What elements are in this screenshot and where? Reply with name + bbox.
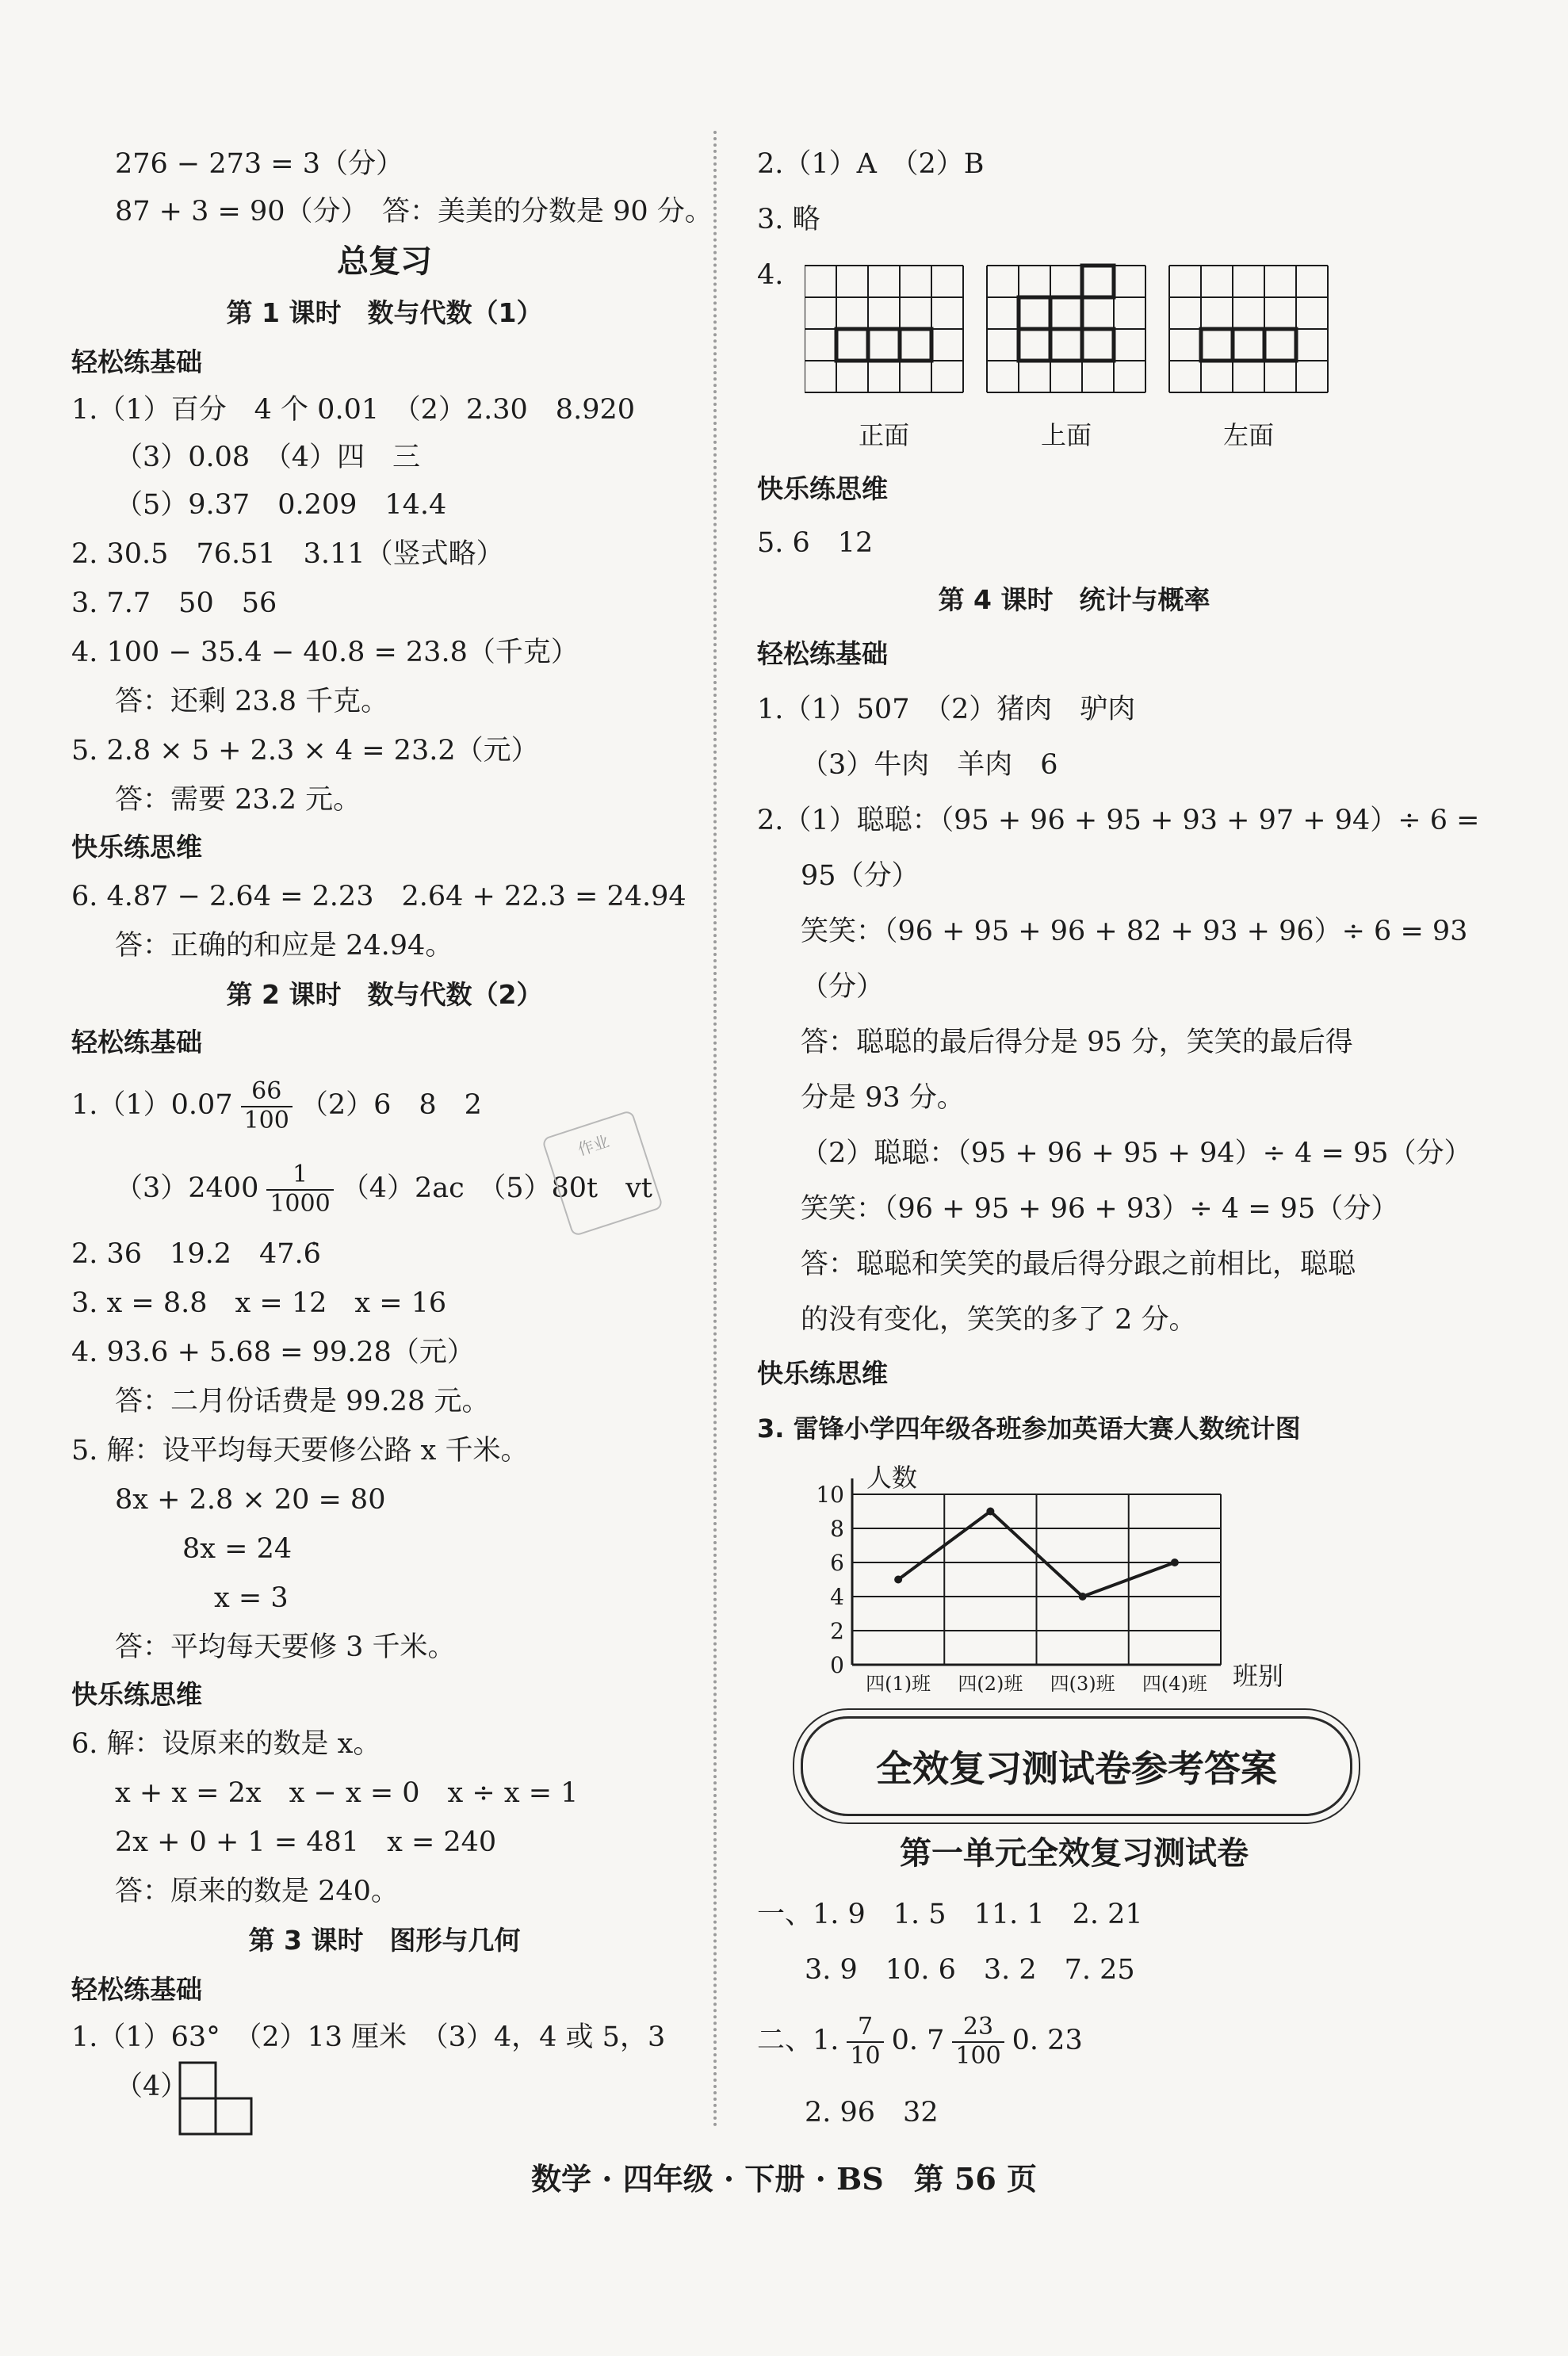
three-views-figure [805,258,1360,456]
fraction [952,2014,1004,2070]
answer-line: 答：二月份话费是 99.28 元。 [115,1386,490,1417]
answer-line: 答：聪聪和笑笑的最后得分跟之前相比，聪聪 [801,1249,1356,1280]
answer-line: 3. 略 [757,204,820,235]
text-line: 276 − 273 = 3（分） [115,148,404,180]
shape-figure [178,2061,258,2140]
subsection-heading: 快乐练思维 [757,1358,888,1389]
homework-stamp: 作业 [541,1110,664,1237]
x-tick-label: 四(4)班 [1142,1673,1207,1692]
view-shape-cell [1019,297,1050,329]
answer-line: （5）9.37 0.209 14.4 [115,489,447,521]
answer-line: （3）牛肉 羊肉 6 [801,749,1058,781]
numerator: 23 [952,2014,1004,2043]
answer-line: 1.（1）507 （2）猪肉 驴肉 [757,694,1136,725]
lesson-heading: 第 3 课时 图形与几何 [248,1925,521,1956]
answer-line: 笑笑：（96 + 95 + 96 + 82 + 93 + 96）÷ 6 = 93 [801,916,1468,947]
answer-line: 8x + 2.8 × 20 = 80 [115,1484,386,1516]
line-chart [789,1463,1296,1692]
chart-title: 3. 雷锋小学四年级各班参加英语大赛人数统计图 [757,1413,1301,1444]
view-shape-cell [1019,329,1050,361]
answer-line: 4. 100 − 35.4 − 40.8 = 23.8（千克） [71,637,579,668]
data-point [1171,1559,1179,1566]
answer-line: 答：还剩 23.8 千克。 [115,686,389,717]
fraction [241,1078,293,1134]
answer-line: 6. 解：设原来的数是 x。 [71,1728,381,1760]
answer-line: 2. 30.5 76.51 3.11（竖式略） [71,538,504,570]
answer-line: 2x + 0 + 1 = 481 x = 240 [115,1826,497,1858]
numerator: 7 [847,2014,883,2043]
denominator: 100 [243,1106,289,1134]
view-shape-cell [1082,266,1114,297]
answer-line: 答：平均每天要修 3 千米。 [115,1631,456,1663]
answer-line: 4. 93.6 + 5.68 = 99.28（元） [71,1337,475,1368]
subsection-heading: 轻松练基础 [71,1027,202,1058]
view-shape-cell [1050,329,1082,361]
x-tick-label: 四(2)班 [958,1673,1023,1692]
lesson-heading: 第 1 课时 数与代数（1） [226,297,543,328]
answer-line-fraction [757,2014,1083,2070]
answer-line: 答：聪聪的最后得分是 95 分，笑笑的最后得 [801,1027,1353,1058]
answer-line: （3）0.08 （4）四 三 [115,442,420,473]
text: 0. 7 [891,2025,945,2056]
answer-line: （分） [801,971,885,1003]
y-tick-label: 2 [830,1618,844,1644]
answer-line: 答：正确的和应是 24.94。 [115,930,453,962]
view-label-front: 正面 [858,420,910,450]
answer-line: 2. 96 32 [805,2097,939,2128]
numerator: 1 [266,1161,333,1191]
answer-line: 5. 6 12 [757,527,874,559]
x-tick-label: 四(1)班 [866,1673,931,1692]
banner-title: 全效复习测试卷参考答案 [876,1747,1277,1790]
x-tick-label: 四(3)班 [1050,1673,1115,1692]
subsection-heading: 快乐练思维 [71,1679,202,1710]
answer-line: 的没有变化，笑笑的多了 2 分。 [801,1304,1197,1336]
section-title: 总复习 [337,243,432,280]
answer-line: 2.（1）聪聪：（95 + 96 + 95 + 93 + 97 + 94）÷ 6 = [757,805,1480,836]
answer-line: 1.（1）百分 4 个 0.01 （2）2.30 8.920 [71,394,636,426]
y-tick-label: 6 [830,1550,844,1576]
view-shape-cell [1082,329,1114,361]
text: （3）2400 [115,1172,259,1204]
subsection-heading: 快乐练思维 [757,473,888,504]
answer-line: 2. 36 19.2 47.6̇ [71,1238,321,1270]
denominator: 100 [955,2041,1001,2070]
view-shape-cell [1233,329,1264,361]
answer-line: 5. 2.8 × 5 + 2.3 × 4 = 23.2（元） [71,735,539,767]
answer-line: x = 3 [214,1582,289,1614]
data-point [986,1508,994,1516]
data-point [894,1576,902,1584]
view-shape-cell [868,329,900,361]
text: （2）6 8 2 [300,1089,482,1121]
answer-line: 答：原来的数是 240。 [115,1876,399,1907]
lesson-heading: 第 4 课时 统计与概率 [938,584,1210,615]
answer-line: 6. 4.87 − 2.64 = 2.23 2.64 + 22.3 = 24.94 [71,881,686,912]
data-point [1079,1593,1087,1601]
y-tick-label: 4 [830,1584,844,1610]
text: 0. 23 [1012,2025,1083,2056]
answer-line: 答：需要 23.2 元。 [115,784,361,816]
lesson-heading: 第 2 课时 数与代数（2） [226,979,543,1010]
answer-line: x + x = 2x x − x = 0 x ÷ x = 1 [115,1777,579,1809]
answer-line: 笑笑：（96 + 95 + 96 + 93）÷ 4 = 95（分） [801,1193,1399,1225]
numerator: 66 [241,1078,293,1107]
answer-line: 95（分） [801,860,920,892]
subsection-heading: 轻松练基础 [71,1974,202,2005]
view-label-left: 左面 [1222,420,1275,450]
unit-title: 第一单元全效复习测试卷 [900,1834,1249,1872]
y-tick-label: 0 [830,1652,844,1678]
answer-line: （4） [115,2071,189,2102]
answer-line: 2.（1）A （2）B [757,148,985,180]
view-shape-cell [1201,329,1233,361]
view-shape-cell [1264,329,1296,361]
answer-line: 1.（1）63° （2）13 厘米 （3）4，4 或 5，3 [71,2021,666,2053]
fraction [847,2014,883,2070]
answer-line: （2）聪聪：（95 + 96 + 95 + 94）÷ 4 = 95（分） [801,1138,1472,1169]
page-footer: 数学 · 四年级 · 下册 · BS 第 56 页 [531,2161,1037,2197]
subsection-heading: 轻松练基础 [71,346,202,377]
text: 1.（1）0.07 [71,1089,233,1121]
text: 二、1. [757,2025,839,2056]
denominator: 1000 [270,1189,331,1218]
answer-line: 一、1. 9 1. 5 11. 1 2. 21 [757,1899,1143,1930]
view-shape-cell [1050,297,1082,329]
view-shape-cell [900,329,931,361]
y-tick-label: 8 [830,1516,844,1542]
subsection-heading: 轻松练基础 [757,638,888,669]
text-line: 87 + 3 = 90（分） 答：美美的分数是 90 分。 [115,196,713,228]
subsection-heading: 快乐练思维 [71,832,202,862]
answer-line: 4. [757,259,784,291]
view-label-top: 上面 [1040,420,1092,450]
answer-line: 分是 93 分。 [801,1082,965,1114]
answer-line: 3. 9 10. 6 3. 2 7. 25 [805,1954,1135,1986]
fraction [266,1161,333,1218]
answer-key-banner [801,1716,1352,1816]
denominator: 10 [850,2041,881,2070]
answer-line: 3. 7.7 50 56 [71,587,277,619]
x-axis-label: 班别 [1233,1661,1284,1691]
answer-line: 8x = 24 [182,1533,293,1565]
view-shape-cell [836,329,868,361]
answer-line: 5. 解：设平均每天要修公路 x 千米。 [71,1435,529,1467]
answer-line-fraction [71,1078,482,1134]
answer-line: 3. x = 8.8 x = 12 x = 16 [71,1287,447,1319]
y-tick-label: 10 [816,1482,844,1508]
column-divider [713,131,717,2128]
y-axis-label: 人数 [866,1463,918,1493]
text: （4）2ac （5）80t vt [341,1172,652,1204]
